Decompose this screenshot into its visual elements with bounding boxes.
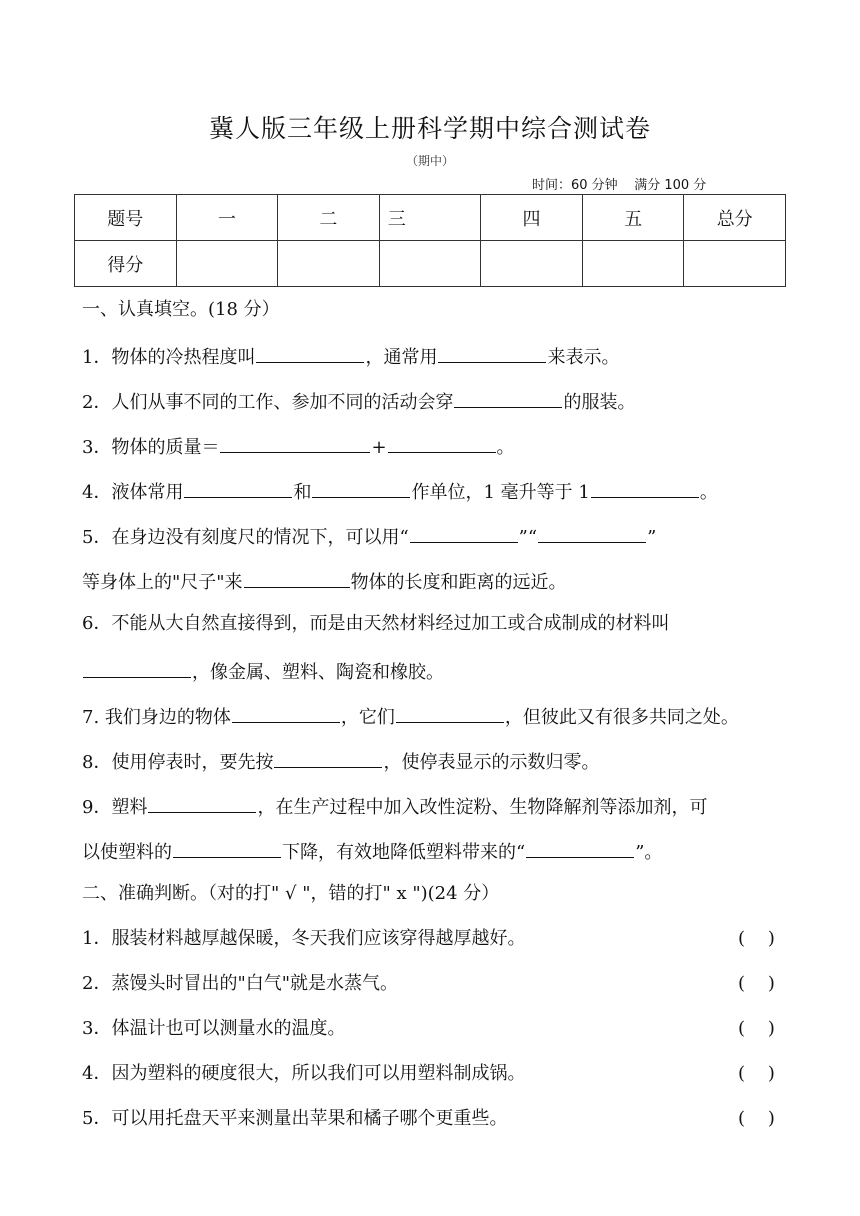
- q1-text-c: 来表示。: [547, 347, 620, 368]
- score-cell[interactable]: [176, 241, 278, 287]
- q2-text-a: 2．人们从事不同的工作、参加不同的活动会穿: [82, 392, 454, 413]
- answer-parentheses[interactable]: ( ): [738, 928, 775, 949]
- q1-text-b: ，通常用: [365, 347, 438, 368]
- q7-text-a: 7. 我们身边的物体: [82, 707, 231, 728]
- answer-blank[interactable]: [173, 837, 281, 858]
- score-table-header-row: [75, 195, 786, 241]
- question-9-line2: [82, 837, 662, 865]
- answer-blank[interactable]: [312, 477, 410, 498]
- answer-blank[interactable]: [244, 567, 350, 588]
- q9-text-c: 以使塑料的: [82, 842, 172, 863]
- page-title: 冀人版三年级上册科学期中综合测试卷: [208, 114, 651, 143]
- q5-text-d: 等身体上的"尺子"来: [82, 572, 243, 593]
- q1-text-a: 1．物体的冷热程度叫: [82, 347, 256, 368]
- score-header-cell: 总分: [684, 195, 786, 241]
- q8-text-a: 8．使用停表时，要先按: [82, 752, 274, 773]
- judge-item-2: 2．蒸馒头时冒出的"白气"就是水蒸气。: [82, 973, 399, 994]
- answer-blank[interactable]: [184, 477, 292, 498]
- q7-text-c: ，但彼此又有很多共同之处。: [504, 707, 739, 728]
- score-cell[interactable]: [481, 241, 583, 287]
- judge-item-5: 5．可以用托盘天平来测量出苹果和橘子哪个更重些。: [82, 1108, 508, 1129]
- section2-heading: 二、准确判断。（对的打" √ "，错的打" x ")(24 分）: [82, 883, 500, 904]
- question-6-line2: [82, 657, 444, 685]
- score-header-cell: 三: [379, 195, 481, 241]
- question-6-line1: 6．不能从大自然直接得到，而是由天然材料经过加工或合成制成的材料叫: [82, 613, 670, 634]
- answer-blank[interactable]: [220, 432, 370, 453]
- question-8: [82, 747, 599, 775]
- question-5-line2: [82, 567, 567, 595]
- question-3: [82, 432, 515, 460]
- question-2: [82, 387, 635, 415]
- answer-parentheses[interactable]: ( ): [738, 1018, 775, 1039]
- q9-text-a: 9．塑料: [82, 797, 148, 818]
- question-9-line1: [82, 792, 707, 820]
- question-4: [82, 477, 718, 505]
- question-1: [82, 342, 619, 370]
- q4-text-c: 作单位，1 毫升等于 1: [411, 482, 590, 503]
- score-cell[interactable]: [684, 241, 786, 287]
- answer-blank[interactable]: [410, 522, 518, 543]
- score-header-cell: 题号: [75, 195, 177, 241]
- score-cell[interactable]: [379, 241, 481, 287]
- q6-text-b: ，像金属、塑料、陶瓷和橡胶。: [192, 662, 444, 683]
- score-header-cell: 二: [278, 195, 380, 241]
- question-5-line1: [82, 522, 656, 550]
- answer-blank[interactable]: [388, 432, 496, 453]
- q5-text-a: 5．在身边没有刻度尺的情况下，可以用“: [82, 527, 409, 548]
- answer-blank[interactable]: [256, 342, 364, 363]
- answer-blank[interactable]: [396, 702, 504, 723]
- answer-blank[interactable]: [83, 657, 191, 678]
- q3-text-a: 3．物体的质量＝: [82, 437, 220, 458]
- score-header-cell: 五: [582, 195, 684, 241]
- judge-item-1: 1．服装材料越厚越保暖，冬天我们应该穿得越厚越好。: [82, 928, 526, 949]
- q3-text-b: +: [371, 437, 387, 458]
- q8-text-b: ，使停表显示的示数归零。: [383, 752, 600, 773]
- section1-heading: 一、认真填空。(18 分）: [82, 299, 280, 320]
- q4-text-a: 4．液体常用: [82, 482, 184, 503]
- q4-text-d: 。: [699, 482, 718, 503]
- answer-blank[interactable]: [591, 477, 699, 498]
- score-header-cell: 一: [176, 195, 278, 241]
- q2-text-b: 的服装。: [563, 392, 636, 413]
- question-7: [82, 702, 739, 730]
- q9-text-d: 下降，有效地降低塑料带来的“: [282, 842, 526, 863]
- answer-parentheses[interactable]: ( ): [738, 1108, 775, 1129]
- judge-item-3: 3．体温计也可以测量水的温度。: [82, 1018, 346, 1039]
- judge-item-4: 4．因为塑料的硬度很大，所以我们可以用塑料制成锅。: [82, 1063, 526, 1084]
- time-info: 时间：60 分钟 满分 100 分: [532, 178, 707, 193]
- q9-text-e: ”。: [635, 842, 663, 863]
- score-cell[interactable]: [278, 241, 380, 287]
- score-cell[interactable]: [582, 241, 684, 287]
- answer-blank[interactable]: [148, 792, 256, 813]
- answer-blank[interactable]: [538, 522, 646, 543]
- q5-text-b: ”“: [518, 527, 538, 548]
- answer-blank[interactable]: [454, 387, 562, 408]
- q5-text-c: ”: [647, 527, 657, 548]
- score-table-score-row: [75, 241, 786, 287]
- answer-parentheses[interactable]: ( ): [738, 973, 775, 994]
- answer-blank[interactable]: [274, 747, 382, 768]
- q3-text-c: 。: [496, 437, 515, 458]
- answer-parentheses[interactable]: ( ): [738, 1063, 775, 1084]
- q5-text-e: 物体的长度和距离的远近。: [350, 572, 567, 593]
- score-table: [74, 194, 786, 287]
- score-row-label: 得分: [75, 241, 177, 287]
- q4-text-b: 和: [293, 482, 312, 503]
- q9-text-b: ，在生产过程中加入改性淀粉、生物降解剂等添加剂，可: [257, 797, 708, 818]
- exam-subtitle: （期中）: [405, 154, 454, 168]
- answer-blank[interactable]: [232, 702, 340, 723]
- answer-blank[interactable]: [526, 837, 634, 858]
- q7-text-b: ，它们: [340, 707, 395, 728]
- score-header-cell: 四: [481, 195, 583, 241]
- answer-blank[interactable]: [438, 342, 546, 363]
